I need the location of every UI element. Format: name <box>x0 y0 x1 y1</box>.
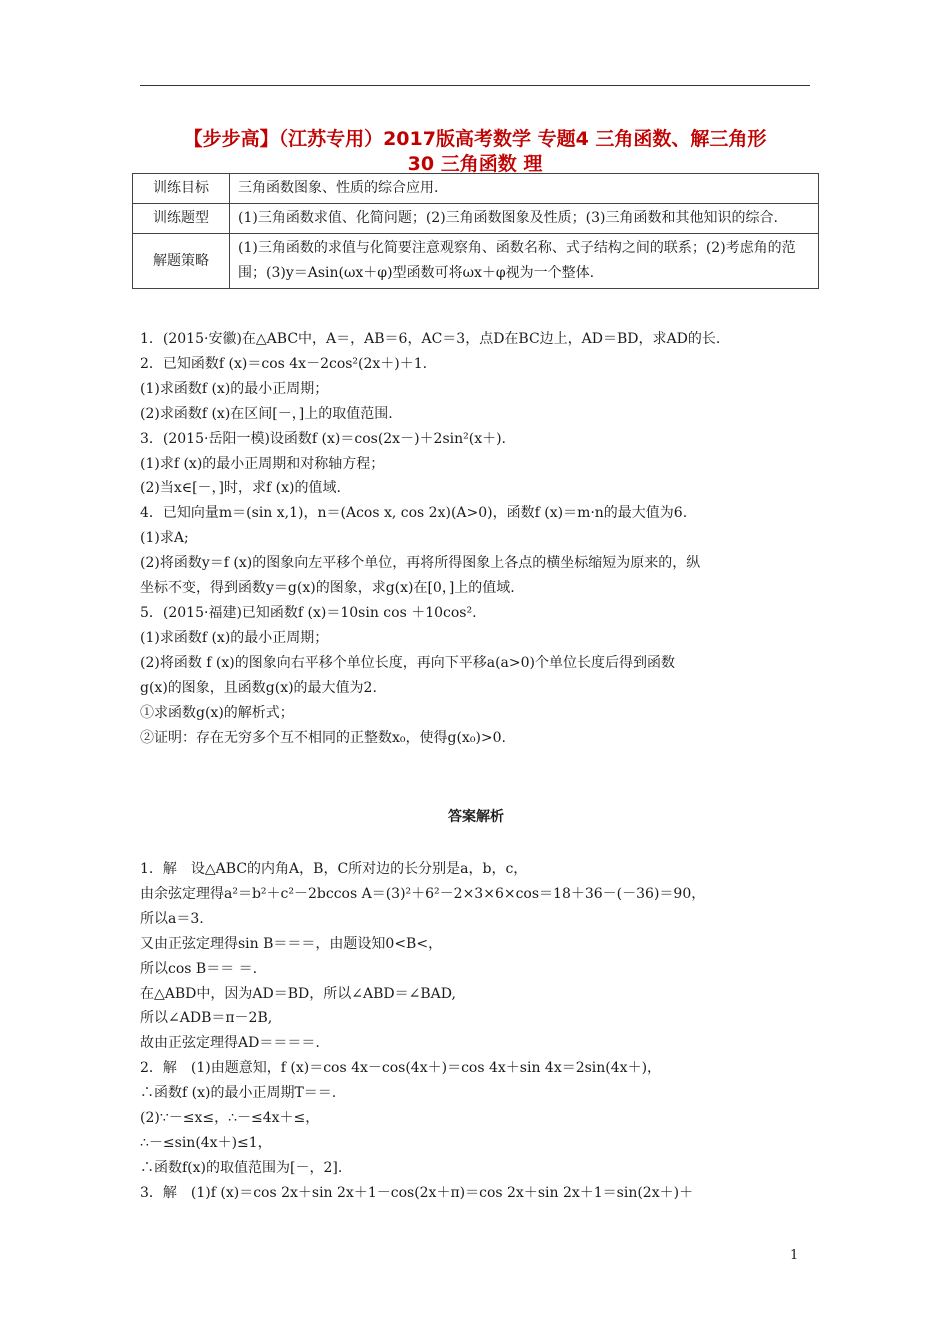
problem-line: (2)将函数y＝f (x)的图象向左平移个单位，再将所得图象上各点的横坐标缩短为原来的，纵 <box>140 555 701 572</box>
table-row <box>133 204 819 234</box>
row-value: (1)三角函数的求值与化简要注意观察角、函数名称、式子结构之间的联系；(2)考虑角的范围；(3)y＝Asin(ωx＋φ)型函数可将ωx＋φ视为一个整体. <box>230 234 819 289</box>
answer-line: ∴函数f(x)的取值范围为[－，2]. <box>140 1159 343 1176</box>
problem-line: 5．(2015·福建)已知函数f (x)＝10sin cos ＋10cos². <box>140 604 477 621</box>
row-label: 解题策略 <box>133 234 230 289</box>
answer-line: 又由正弦定理得sin B＝＝＝，由题设知0<B<， <box>140 935 443 952</box>
training-info-table <box>132 173 819 289</box>
title-line-2: 30 三角函数 理 <box>407 153 543 175</box>
problem-line: 1．(2015·安徽)在△ABC中，A＝，AB＝6，AC＝3，点D在BC边上，AD＝BD，求AD的长. <box>140 331 721 347</box>
answer-line: 所以∠ADB＝π－2B, <box>140 1010 273 1027</box>
problem-line: ②证明：存在无穷多个互不相同的正整数x₀，使得g(x₀)>0. <box>140 729 506 746</box>
row-label: 训练目标 <box>133 174 230 204</box>
row-value: (1)三角函数求值、化简问题；(2)三角函数图象及性质；(3)三角函数和其他知识的综合. <box>230 204 819 234</box>
problem-line: (1)求A; <box>140 530 189 547</box>
answers-section <box>140 857 812 1206</box>
problem-line: (2)当x∈[－，]时，求f (x)的值域. <box>140 480 341 497</box>
document-title <box>130 127 820 177</box>
problem-line: 坐标不变，得到函数y＝g(x)的图象，求g(x)在[0，]上的值域. <box>140 580 515 597</box>
answer-line: ∴－≤sin(4x＋)≤1， <box>140 1134 272 1151</box>
answer-line: 2．解 (1)由题意知，f (x)＝cos 4x－cos(4x＋)＝cos 4x＋sin 4x＝2sin(4x＋)， <box>140 1060 662 1077</box>
answer-line: 所以a＝3. <box>140 910 204 927</box>
answers-heading: 答案解析 <box>448 809 504 825</box>
problem-line: 2．已知函数f (x)＝cos 4x－2cos²(2x＋)＋1. <box>140 355 428 372</box>
problem-line: g(x)的图象，且函数g(x)的最大值为2. <box>140 679 377 696</box>
problem-line: (1)求f (x)的最小正周期和对称轴方程； <box>140 455 385 472</box>
answer-line: 3．解 (1)f (x)＝cos 2x＋sin 2x＋1－cos(2x＋π)＝cos 2x＋sin 2x＋1＝sin(2x＋)＋ <box>140 1184 694 1201</box>
problem-line: 4．已知向量m＝(sin x,1)，n＝(Acos x, cos 2x)(A>0)，函数f (x)＝m·n的最大值为6. <box>140 505 688 522</box>
table-row <box>133 234 819 289</box>
problem-line: (1)求函数f (x)的最小正周期； <box>140 380 329 397</box>
answer-line: (2)∵－≤x≤，∴－≤4x＋≤， <box>140 1110 320 1127</box>
page-number: 1 <box>790 1248 799 1263</box>
row-value: 三角函数图象、性质的综合应用. <box>230 174 819 204</box>
problem-line: (1)求函数f (x)的最小正周期； <box>140 629 329 646</box>
table-row <box>133 174 819 204</box>
answer-line: 1．解 设△ABC的内角A，B，C所对边的长分别是a，b，c， <box>140 861 528 877</box>
answer-line: 所以cos B＝＝ ＝. <box>140 960 258 977</box>
answer-line: 在△ABD中，因为AD＝BD，所以∠ABD＝∠BAD, <box>140 985 456 1002</box>
title-line-1: 【步步高】（江苏专用）2017版高考数学 专题4 三角函数、解三角形 <box>183 128 767 150</box>
problem-line: 3．(2015·岳阳一模)设函数f (x)＝cos(2x－)＋2sin²(x＋). <box>140 430 507 447</box>
answer-line: 由余弦定理得a²＝b²＋c²－2bccos A＝(3)²＋6²－2×3×6×cos＝18＋36－(－36)＝90， <box>140 885 706 902</box>
problem-line: ①求函数g(x)的解析式； <box>140 704 294 721</box>
problem-line: (2)将函数 f (x)的图象向右平移个单位长度，再向下平移a(a>0)个单位长度后得到函数 <box>140 654 675 671</box>
answer-line: 故由正弦定理得AD＝＝＝＝. <box>140 1035 320 1052</box>
problems-section <box>140 327 812 750</box>
problem-line: (2)求函数f (x)在区间[－，]上的取值范围. <box>140 405 393 422</box>
header-rule <box>140 85 810 86</box>
row-label: 训练题型 <box>133 204 230 234</box>
answer-line: ∴函数f (x)的最小正周期T＝＝. <box>140 1085 337 1102</box>
